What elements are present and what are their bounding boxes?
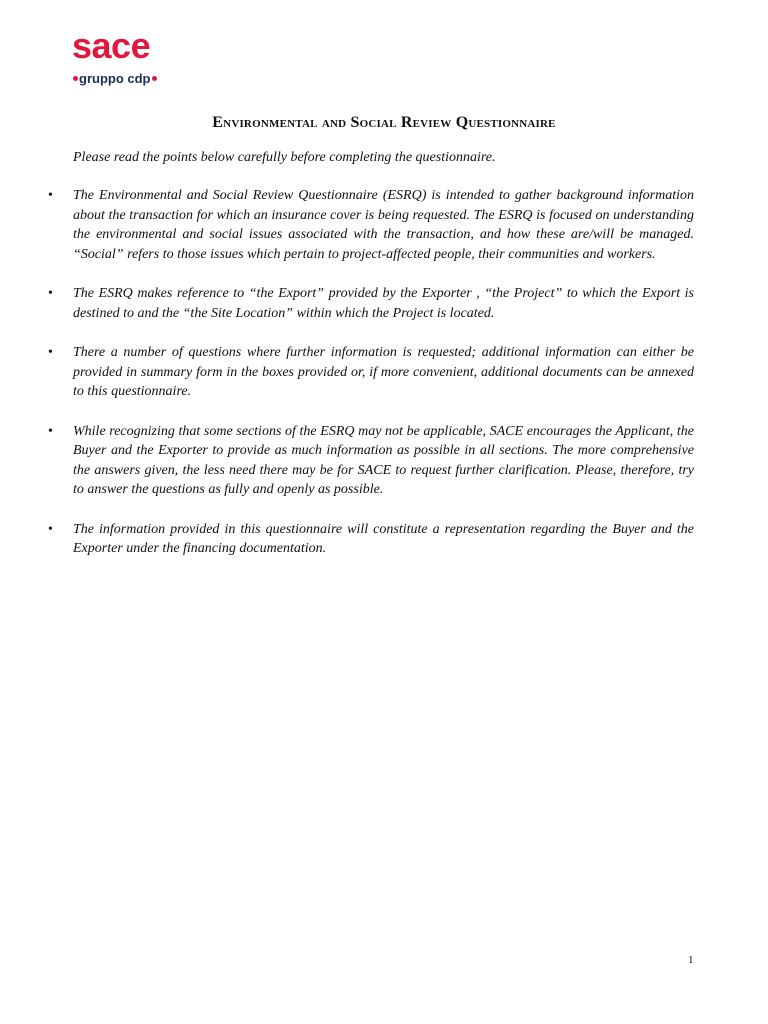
logo-dot-right xyxy=(152,76,157,81)
instruction-item xyxy=(48,422,694,500)
sace-logo xyxy=(72,25,172,88)
bullet-icon: • xyxy=(48,423,53,439)
logo-subtitle xyxy=(72,72,158,86)
document-title: Environmental and Social Review Questionnaire xyxy=(212,114,556,131)
instruction-item xyxy=(48,520,694,559)
intro-text: Please read the points below carefully before completing the questionnaire. xyxy=(73,150,496,165)
instruction-list xyxy=(48,186,694,579)
bullet-icon: • xyxy=(48,521,53,537)
instruction-text: The Environmental and Social Review Questionnaire (ESRQ) is intended to gather background information about the transaction for which an insurance cover is being requested. The ESRQ is focused on understanding the environmental and social issues associated with the transaction, and how these are/will be managed. “Social” refers to those issues which pertain to project-affected people, their communities and workers. xyxy=(73,188,694,262)
page-number: 1 xyxy=(688,954,694,966)
bullet-icon: • xyxy=(48,345,53,360)
instruction-text: While recognizing that some sections of the ESRQ may not be applicable, SACE encourages the Applicant, the Buyer and the Exporter to provide as much information as possible in all sections. The more comprehensive the answers given, the less need there may be for SACE to request further clarification. Please, therefore, try to answer the questions as fully and openly as possible. xyxy=(73,423,694,497)
instruction-item xyxy=(48,343,694,402)
instruction-text: There a number of questions where further information is requested; additional information can either be provided in summary form in the boxes provided or, if more convenient, additional documents can be annexed to this questionnaire. xyxy=(73,345,694,399)
instruction-text: The information provided in this questionnaire will constitute a representation regarding the Buyer and the Exporter under the financing documentation. xyxy=(73,521,694,556)
instruction-item xyxy=(48,284,694,323)
logo-subtitle-text: gruppo cdp xyxy=(79,71,151,86)
bullet-icon: • xyxy=(48,286,53,301)
logo-dot-left xyxy=(73,76,78,81)
logo-wordmark: sace xyxy=(72,25,151,66)
instruction-text: The ESRQ makes reference to “the Export” provided by the Exporter , “the Project” to which the Export is destined to and the “the Site Location” within which the Project is located. xyxy=(73,286,694,321)
bullet-icon: • xyxy=(48,188,53,203)
instruction-item xyxy=(48,186,694,264)
